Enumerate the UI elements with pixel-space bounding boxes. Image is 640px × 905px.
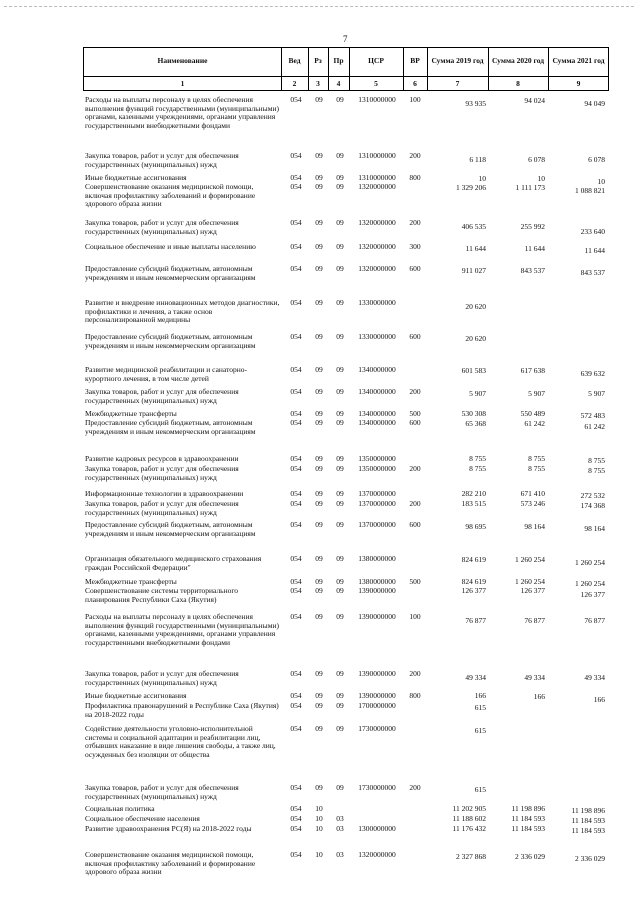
row-sum-2019: 2 327 868 bbox=[456, 852, 486, 861]
row-csr: 1370000000 bbox=[358, 499, 396, 508]
row-ved: 054 bbox=[290, 173, 302, 182]
row-csr: 1300000000 bbox=[358, 824, 396, 833]
row-pr: 09 bbox=[336, 669, 344, 678]
row-pr: 09 bbox=[336, 95, 344, 104]
row-vr: 200 bbox=[409, 783, 421, 792]
row-sum-2019: 8 755 bbox=[469, 454, 486, 463]
row-sum-2019: 1 329 206 bbox=[456, 183, 486, 192]
table-header bbox=[83, 47, 609, 91]
row-sum-2019: 20 620 bbox=[465, 302, 486, 311]
row-name: Предоставление субсидий бюджетным, автономным учреждениям и иным некоммерческим организациям bbox=[85, 332, 256, 350]
row-vr: 600 bbox=[409, 418, 421, 427]
row-pr: 09 bbox=[336, 464, 344, 473]
row-sum-2019: 11 176 432 bbox=[452, 824, 486, 833]
row-sum-2021: 8 755 bbox=[588, 466, 605, 475]
row-ved: 054 bbox=[290, 669, 302, 678]
row-name: Развитие и внедрение инновационных методов диагностики, профилактики и лечения, а также основ персонализированной медицины bbox=[85, 298, 280, 325]
row-name: Закупка товаров, работ и услуг для обеспечения государственных (муниципальных) нужд bbox=[85, 783, 239, 801]
row-sum-2021: 61 242 bbox=[584, 422, 605, 431]
row-name: Межбюджетные трансферты bbox=[85, 409, 177, 418]
row-sum-2020: 76 877 bbox=[524, 616, 545, 625]
row-sum-2020: 11 184 593 bbox=[511, 814, 545, 823]
row-rz: 09 bbox=[315, 724, 323, 733]
row-name: Предоставление субсидий бюджетным, автономным учреждениям и иным некоммерческим организациям bbox=[85, 264, 256, 282]
row-csr: 1390000000 bbox=[358, 669, 396, 678]
row-pr: 09 bbox=[336, 218, 344, 227]
row-rz: 09 bbox=[315, 669, 323, 678]
row-rz: 09 bbox=[315, 783, 323, 792]
row-vr: 200 bbox=[409, 669, 421, 678]
row-sum-2020: 8 755 bbox=[528, 464, 545, 473]
row-csr: 1390000000 bbox=[358, 586, 396, 595]
row-sum-2020: 10 bbox=[537, 174, 545, 183]
row-rz: 09 bbox=[315, 387, 323, 396]
row-sum-2019: 11 188 602 bbox=[452, 814, 486, 823]
row-sum-2020: 1 111 173 bbox=[515, 183, 545, 192]
row-name: Профилактика правонарушений в Республике Саха (Якутия) на 2018-2022 годы bbox=[85, 701, 279, 719]
row-rz: 09 bbox=[315, 577, 323, 586]
row-rz: 09 bbox=[315, 409, 323, 418]
row-ved: 054 bbox=[290, 151, 302, 160]
row-pr: 09 bbox=[336, 387, 344, 396]
row-sum-2020: 98 164 bbox=[524, 522, 545, 531]
row-csr: 1730000000 bbox=[358, 724, 396, 733]
row-rz: 09 bbox=[315, 691, 323, 700]
row-name: Социальная политика bbox=[85, 804, 155, 813]
row-ved: 054 bbox=[290, 724, 302, 733]
row-csr: 1340000000 bbox=[358, 409, 396, 418]
row-vr: 600 bbox=[409, 332, 421, 341]
row-pr: 09 bbox=[336, 298, 344, 307]
row-sum-2020: 2 336 029 bbox=[515, 852, 545, 861]
row-sum-2020: 843 537 bbox=[520, 266, 545, 275]
row-rz: 09 bbox=[315, 418, 323, 427]
col-number: 2 bbox=[292, 79, 297, 88]
row-sum-2020: 617 638 bbox=[520, 366, 545, 375]
row-ved: 054 bbox=[290, 554, 302, 563]
row-vr: 500 bbox=[409, 577, 421, 586]
row-name: Межбюджетные трансферты bbox=[85, 577, 177, 586]
row-sum-2020: 11 198 896 bbox=[511, 804, 545, 813]
row-rz: 09 bbox=[315, 264, 323, 273]
row-pr: 09 bbox=[336, 701, 344, 710]
row-vr: 500 bbox=[409, 409, 421, 418]
row-ved: 054 bbox=[290, 95, 302, 104]
header-vr: ВР bbox=[410, 56, 420, 65]
row-ved: 054 bbox=[290, 332, 302, 341]
row-name: Закупка товаров, работ и услуг для обеспечения государственных (муниципальных) нужд bbox=[85, 218, 239, 236]
row-ved: 054 bbox=[290, 586, 302, 595]
col-number: 6 bbox=[413, 79, 417, 88]
row-pr: 03 bbox=[336, 850, 344, 859]
row-sum-2021: 76 877 bbox=[584, 616, 605, 625]
row-sum-2021: 2 336 029 bbox=[575, 854, 605, 863]
row-sum-2019: 6 118 bbox=[469, 155, 486, 164]
row-sum-2019: 530 308 bbox=[461, 409, 486, 418]
row-pr: 03 bbox=[336, 824, 344, 833]
row-rz: 09 bbox=[315, 242, 323, 251]
row-ved: 054 bbox=[290, 691, 302, 700]
row-name: Иные бюджетные ассигнования bbox=[85, 173, 187, 182]
row-pr: 09 bbox=[336, 520, 344, 529]
row-rz: 09 bbox=[315, 332, 323, 341]
row-sum-2020: 166 bbox=[533, 692, 545, 701]
row-ved: 054 bbox=[290, 489, 302, 498]
row-rz: 09 bbox=[315, 173, 323, 182]
row-rz: 09 bbox=[315, 365, 323, 374]
row-name: Совершенствование системы территориального планирования Республики Саха (Якутия) bbox=[85, 586, 239, 604]
row-rz: 09 bbox=[315, 151, 323, 160]
row-sum-2021: 572 483 bbox=[580, 411, 605, 420]
row-csr: 1700000000 bbox=[358, 701, 396, 710]
header-ved: Вед bbox=[288, 56, 301, 65]
row-sum-2021: 5 907 bbox=[588, 389, 605, 398]
row-name: Закупка товаров, работ и услуг для обеспечения государственных (муниципальных) нужд bbox=[85, 387, 239, 405]
row-rz: 10 bbox=[315, 850, 323, 859]
row-ved: 054 bbox=[290, 218, 302, 227]
row-csr: 1380000000 bbox=[358, 577, 396, 586]
row-name: Содействие деятельности уголовно-исполнительной системы и социальной адаптации и реабилитации лиц, отбывших наказание в виде лишения свободы, а также лиц, осужденных без изоляции от общества bbox=[85, 724, 276, 759]
col-number: 4 bbox=[336, 79, 341, 88]
row-csr: 1390000000 bbox=[358, 612, 396, 621]
page-top-border bbox=[4, 6, 634, 7]
row-csr: 1340000000 bbox=[358, 365, 396, 374]
row-sum-2019: 166 bbox=[474, 691, 486, 700]
row-rz: 10 bbox=[315, 824, 323, 833]
row-vr: 600 bbox=[409, 264, 421, 273]
row-rz: 09 bbox=[315, 489, 323, 498]
row-vr: 300 bbox=[409, 242, 421, 251]
row-sum-2021: 272 532 bbox=[580, 491, 605, 500]
row-csr: 1340000000 bbox=[358, 418, 396, 427]
row-ved: 054 bbox=[290, 850, 302, 859]
row-csr: 1320000000 bbox=[358, 850, 396, 859]
row-sum-2021: 11 198 896 bbox=[571, 806, 605, 815]
row-ved: 054 bbox=[290, 454, 302, 463]
row-sum-2019: 126 377 bbox=[461, 586, 486, 595]
row-sum-2019: 615 bbox=[474, 726, 486, 735]
row-rz: 09 bbox=[315, 95, 323, 104]
row-sum-2020: 6 078 bbox=[528, 155, 545, 164]
row-sum-2019: 76 877 bbox=[465, 616, 486, 625]
row-sum-2020: 5 907 bbox=[528, 389, 545, 398]
row-vr: 200 bbox=[409, 499, 421, 508]
row-sum-2021: 174 368 bbox=[580, 501, 605, 510]
row-sum-2020: 671 410 bbox=[520, 489, 545, 498]
row-name: Совершенствование оказания медицинской помощи, включая профилактику заболеваний и формирование здорового образа жизни bbox=[85, 182, 256, 209]
row-sum-2019: 49 334 bbox=[465, 673, 486, 682]
row-csr: 1320000000 bbox=[358, 182, 396, 191]
header-sum-2019: Сумма 2019 год bbox=[431, 56, 484, 65]
row-rz: 09 bbox=[315, 520, 323, 529]
col-number: 8 bbox=[516, 79, 520, 88]
row-rz: 09 bbox=[315, 454, 323, 463]
row-pr: 09 bbox=[336, 242, 344, 251]
row-ved: 054 bbox=[290, 814, 302, 823]
row-csr: 1390000000 bbox=[358, 691, 396, 700]
row-name: Закупка товаров, работ и услуг для обеспечения государственных (муниципальных) нужд bbox=[85, 151, 239, 169]
col-number: 1 bbox=[180, 79, 185, 88]
row-ved: 054 bbox=[290, 804, 302, 813]
row-sum-2020: 1 260 254 bbox=[515, 555, 545, 564]
col-number: 7 bbox=[455, 79, 460, 88]
row-pr: 09 bbox=[336, 182, 344, 191]
row-sum-2019: 282 210 bbox=[461, 489, 486, 498]
row-sum-2019: 10 bbox=[478, 174, 486, 183]
row-sum-2021: 6 078 bbox=[588, 155, 605, 164]
row-sum-2019: 65 368 bbox=[465, 419, 486, 428]
col-number: 3 bbox=[316, 79, 320, 88]
row-ved: 054 bbox=[290, 365, 302, 374]
row-ved: 054 bbox=[290, 464, 302, 473]
row-pr: 09 bbox=[336, 577, 344, 586]
header-divider bbox=[84, 76, 608, 77]
row-csr: 1320000000 bbox=[358, 242, 396, 251]
header-name: Наименование bbox=[157, 56, 208, 65]
row-ved: 054 bbox=[290, 701, 302, 710]
row-sum-2019: 20 620 bbox=[465, 334, 486, 343]
row-vr: 100 bbox=[409, 612, 421, 621]
row-rz: 09 bbox=[315, 464, 323, 473]
row-sum-2021: 11 184 593 bbox=[571, 826, 605, 835]
col-number: 9 bbox=[576, 79, 581, 88]
row-pr: 03 bbox=[336, 814, 344, 823]
row-vr: 100 bbox=[409, 95, 421, 104]
row-sum-2021: 639 632 bbox=[580, 369, 605, 378]
row-sum-2020: 1 260 254 bbox=[515, 577, 545, 586]
row-pr: 09 bbox=[336, 418, 344, 427]
row-name: Совершенствование оказания медицинской помощи, включая профилактику заболеваний и формирование здорового образа жизни bbox=[85, 850, 256, 877]
row-sum-2020: 94 024 bbox=[524, 96, 545, 105]
header-sum-2020: Сумма 2020 год bbox=[491, 56, 545, 65]
row-csr: 1370000000 bbox=[358, 489, 396, 498]
row-sum-2021: 8 755 bbox=[588, 456, 605, 465]
row-sum-2021: 1 088 821 bbox=[575, 186, 605, 195]
row-sum-2021: 843 537 bbox=[580, 268, 605, 277]
row-sum-2020: 11 184 593 bbox=[511, 824, 545, 833]
row-rz: 09 bbox=[315, 298, 323, 307]
row-rz: 09 bbox=[315, 554, 323, 563]
row-sum-2021: 233 640 bbox=[580, 227, 605, 236]
row-sum-2019: 406 535 bbox=[461, 222, 486, 231]
row-sum-2019: 911 027 bbox=[461, 266, 486, 275]
row-ved: 054 bbox=[290, 182, 302, 191]
row-sum-2019: 601 583 bbox=[461, 366, 486, 375]
row-pr: 09 bbox=[336, 499, 344, 508]
row-sum-2021: 98 164 bbox=[584, 524, 605, 533]
row-csr: 1350000000 bbox=[358, 454, 396, 463]
row-csr: 1330000000 bbox=[358, 298, 396, 307]
header-pr: Пр bbox=[333, 56, 344, 65]
row-ved: 054 bbox=[290, 418, 302, 427]
row-vr: 800 bbox=[409, 173, 421, 182]
row-name: Социальное обеспечение населения bbox=[85, 814, 200, 823]
row-pr: 09 bbox=[336, 783, 344, 792]
row-name: Развитие кадровых ресурсов в здравоохранении bbox=[85, 454, 239, 463]
row-sum-2020: 49 334 bbox=[524, 673, 545, 682]
row-rz: 09 bbox=[315, 586, 323, 595]
row-csr: 1730000000 bbox=[358, 783, 396, 792]
row-rz: 09 bbox=[315, 499, 323, 508]
row-sum-2021: 49 334 bbox=[584, 673, 605, 682]
row-name: Социальное обеспечение и иные выплаты населению bbox=[85, 242, 256, 251]
row-csr: 1370000000 bbox=[358, 520, 396, 529]
page-number: 7 bbox=[343, 34, 348, 44]
row-name: Предоставление субсидий бюджетным, автономным учреждениям и иным некоммерческим организациям bbox=[85, 418, 256, 436]
row-sum-2021: 166 bbox=[593, 695, 605, 704]
row-rz: 09 bbox=[315, 701, 323, 710]
row-sum-2019: 8 755 bbox=[469, 464, 486, 473]
row-vr: 200 bbox=[409, 464, 421, 473]
row-ved: 054 bbox=[290, 499, 302, 508]
row-name: Расходы на выплаты персоналу в целях обеспечения выполнения функций государственными (муниципальными) органами, казенными учреждениями, органами управления государственными внебюджетными фондами bbox=[85, 612, 279, 647]
row-pr: 09 bbox=[336, 691, 344, 700]
row-vr: 200 bbox=[409, 218, 421, 227]
row-rz: 10 bbox=[315, 814, 323, 823]
row-csr: 1350000000 bbox=[358, 464, 396, 473]
row-vr: 200 bbox=[409, 151, 421, 160]
row-ved: 054 bbox=[290, 298, 302, 307]
header-sum-2021: Сумма 2021 год bbox=[552, 56, 605, 65]
row-ved: 054 bbox=[290, 242, 302, 251]
row-ved: 054 bbox=[290, 577, 302, 586]
row-sum-2019: 615 bbox=[474, 785, 486, 794]
row-name: Расходы на выплаты персоналу в целях обеспечения выполнения функций государственными (муниципальными) органами, казенными учреждениями, органами управления государственными внебюджетными фондами bbox=[85, 95, 279, 130]
row-csr: 1310000000 bbox=[358, 173, 396, 182]
header-csr: ЦСР bbox=[368, 56, 384, 65]
row-rz: 10 bbox=[315, 804, 323, 813]
row-sum-2021: 11 184 593 bbox=[571, 816, 605, 825]
row-pr: 09 bbox=[336, 554, 344, 563]
row-name: Закупка товаров, работ и услуг для обеспечения государственных (муниципальных) нужд bbox=[85, 464, 239, 482]
row-rz: 09 bbox=[315, 218, 323, 227]
row-sum-2019: 183 515 bbox=[461, 499, 486, 508]
row-sum-2019: 824 619 bbox=[461, 555, 486, 564]
row-sum-2020: 8 755 bbox=[528, 454, 545, 463]
row-ved: 054 bbox=[290, 409, 302, 418]
header-rz: Рз bbox=[314, 56, 322, 65]
row-ved: 054 bbox=[290, 824, 302, 833]
row-sum-2019: 5 907 bbox=[469, 389, 486, 398]
row-name: Развитие здравоохранения РС(Я) на 2018-2022 годы bbox=[85, 824, 252, 833]
row-name: Информационные технологии в здравоохранении bbox=[85, 489, 244, 498]
row-csr: 1320000000 bbox=[358, 264, 396, 273]
row-pr: 09 bbox=[336, 332, 344, 341]
row-ved: 054 bbox=[290, 612, 302, 621]
row-name: Иные бюджетные ассигнования bbox=[85, 691, 187, 700]
row-sum-2019: 615 bbox=[474, 703, 486, 712]
row-pr: 09 bbox=[336, 151, 344, 160]
row-pr: 09 bbox=[336, 489, 344, 498]
row-pr: 09 bbox=[336, 454, 344, 463]
row-sum-2020: 61 242 bbox=[524, 419, 545, 428]
row-vr: 600 bbox=[409, 520, 421, 529]
row-csr: 1330000000 bbox=[358, 332, 396, 341]
row-ved: 054 bbox=[290, 520, 302, 529]
row-rz: 09 bbox=[315, 612, 323, 621]
row-sum-2020: 573 246 bbox=[520, 499, 545, 508]
row-sum-2021: 126 377 bbox=[580, 590, 605, 599]
row-pr: 09 bbox=[336, 264, 344, 273]
row-rz: 09 bbox=[315, 182, 323, 191]
row-sum-2020: 11 644 bbox=[524, 244, 545, 253]
row-sum-2021: 1 260 254 bbox=[575, 579, 605, 588]
row-sum-2020: 550 489 bbox=[520, 409, 545, 418]
row-vr: 800 bbox=[409, 691, 421, 700]
row-pr: 09 bbox=[336, 409, 344, 418]
row-name: Предоставление субсидий бюджетным, автономным учреждениям и иным некоммерческим организациям bbox=[85, 520, 256, 538]
row-csr: 1310000000 bbox=[358, 95, 396, 104]
row-sum-2019: 11 202 905 bbox=[452, 804, 486, 813]
row-sum-2020: 255 992 bbox=[520, 222, 545, 231]
row-csr: 1320000000 bbox=[358, 218, 396, 227]
row-sum-2020: 126 377 bbox=[520, 586, 545, 595]
row-name: Развитие медицинской реабилитации и санаторно-курортного лечения, в том числе детей bbox=[85, 365, 248, 383]
row-pr: 09 bbox=[336, 365, 344, 374]
row-sum-2019: 824 619 bbox=[461, 577, 486, 586]
row-ved: 054 bbox=[290, 264, 302, 273]
col-number: 5 bbox=[374, 79, 378, 88]
row-name: Организация обязательного медицинского страхования граждан Российской Федерации" bbox=[85, 554, 262, 572]
row-sum-2019: 11 644 bbox=[465, 244, 486, 253]
row-pr: 09 bbox=[336, 586, 344, 595]
row-sum-2021: 11 644 bbox=[584, 246, 605, 255]
row-sum-2019: 93 935 bbox=[465, 99, 486, 108]
row-ved: 054 bbox=[290, 783, 302, 792]
row-name: Закупка товаров, работ и услуг для обеспечения государственных (муниципальных) нужд bbox=[85, 499, 239, 517]
row-ved: 054 bbox=[290, 387, 302, 396]
row-pr: 09 bbox=[336, 724, 344, 733]
row-vr: 200 bbox=[409, 387, 421, 396]
row-pr: 09 bbox=[336, 173, 344, 182]
row-sum-2021: 10 bbox=[597, 177, 605, 186]
row-sum-2021: 1 260 254 bbox=[575, 558, 605, 567]
row-csr: 1340000000 bbox=[358, 387, 396, 396]
row-pr: 09 bbox=[336, 612, 344, 621]
row-csr: 1310000000 bbox=[358, 151, 396, 160]
row-sum-2019: 98 695 bbox=[465, 522, 486, 531]
row-sum-2021: 94 049 bbox=[584, 99, 605, 108]
row-name: Закупка товаров, работ и услуг для обеспечения государственных (муниципальных) нужд bbox=[85, 669, 239, 687]
row-csr: 1380000000 bbox=[358, 554, 396, 563]
